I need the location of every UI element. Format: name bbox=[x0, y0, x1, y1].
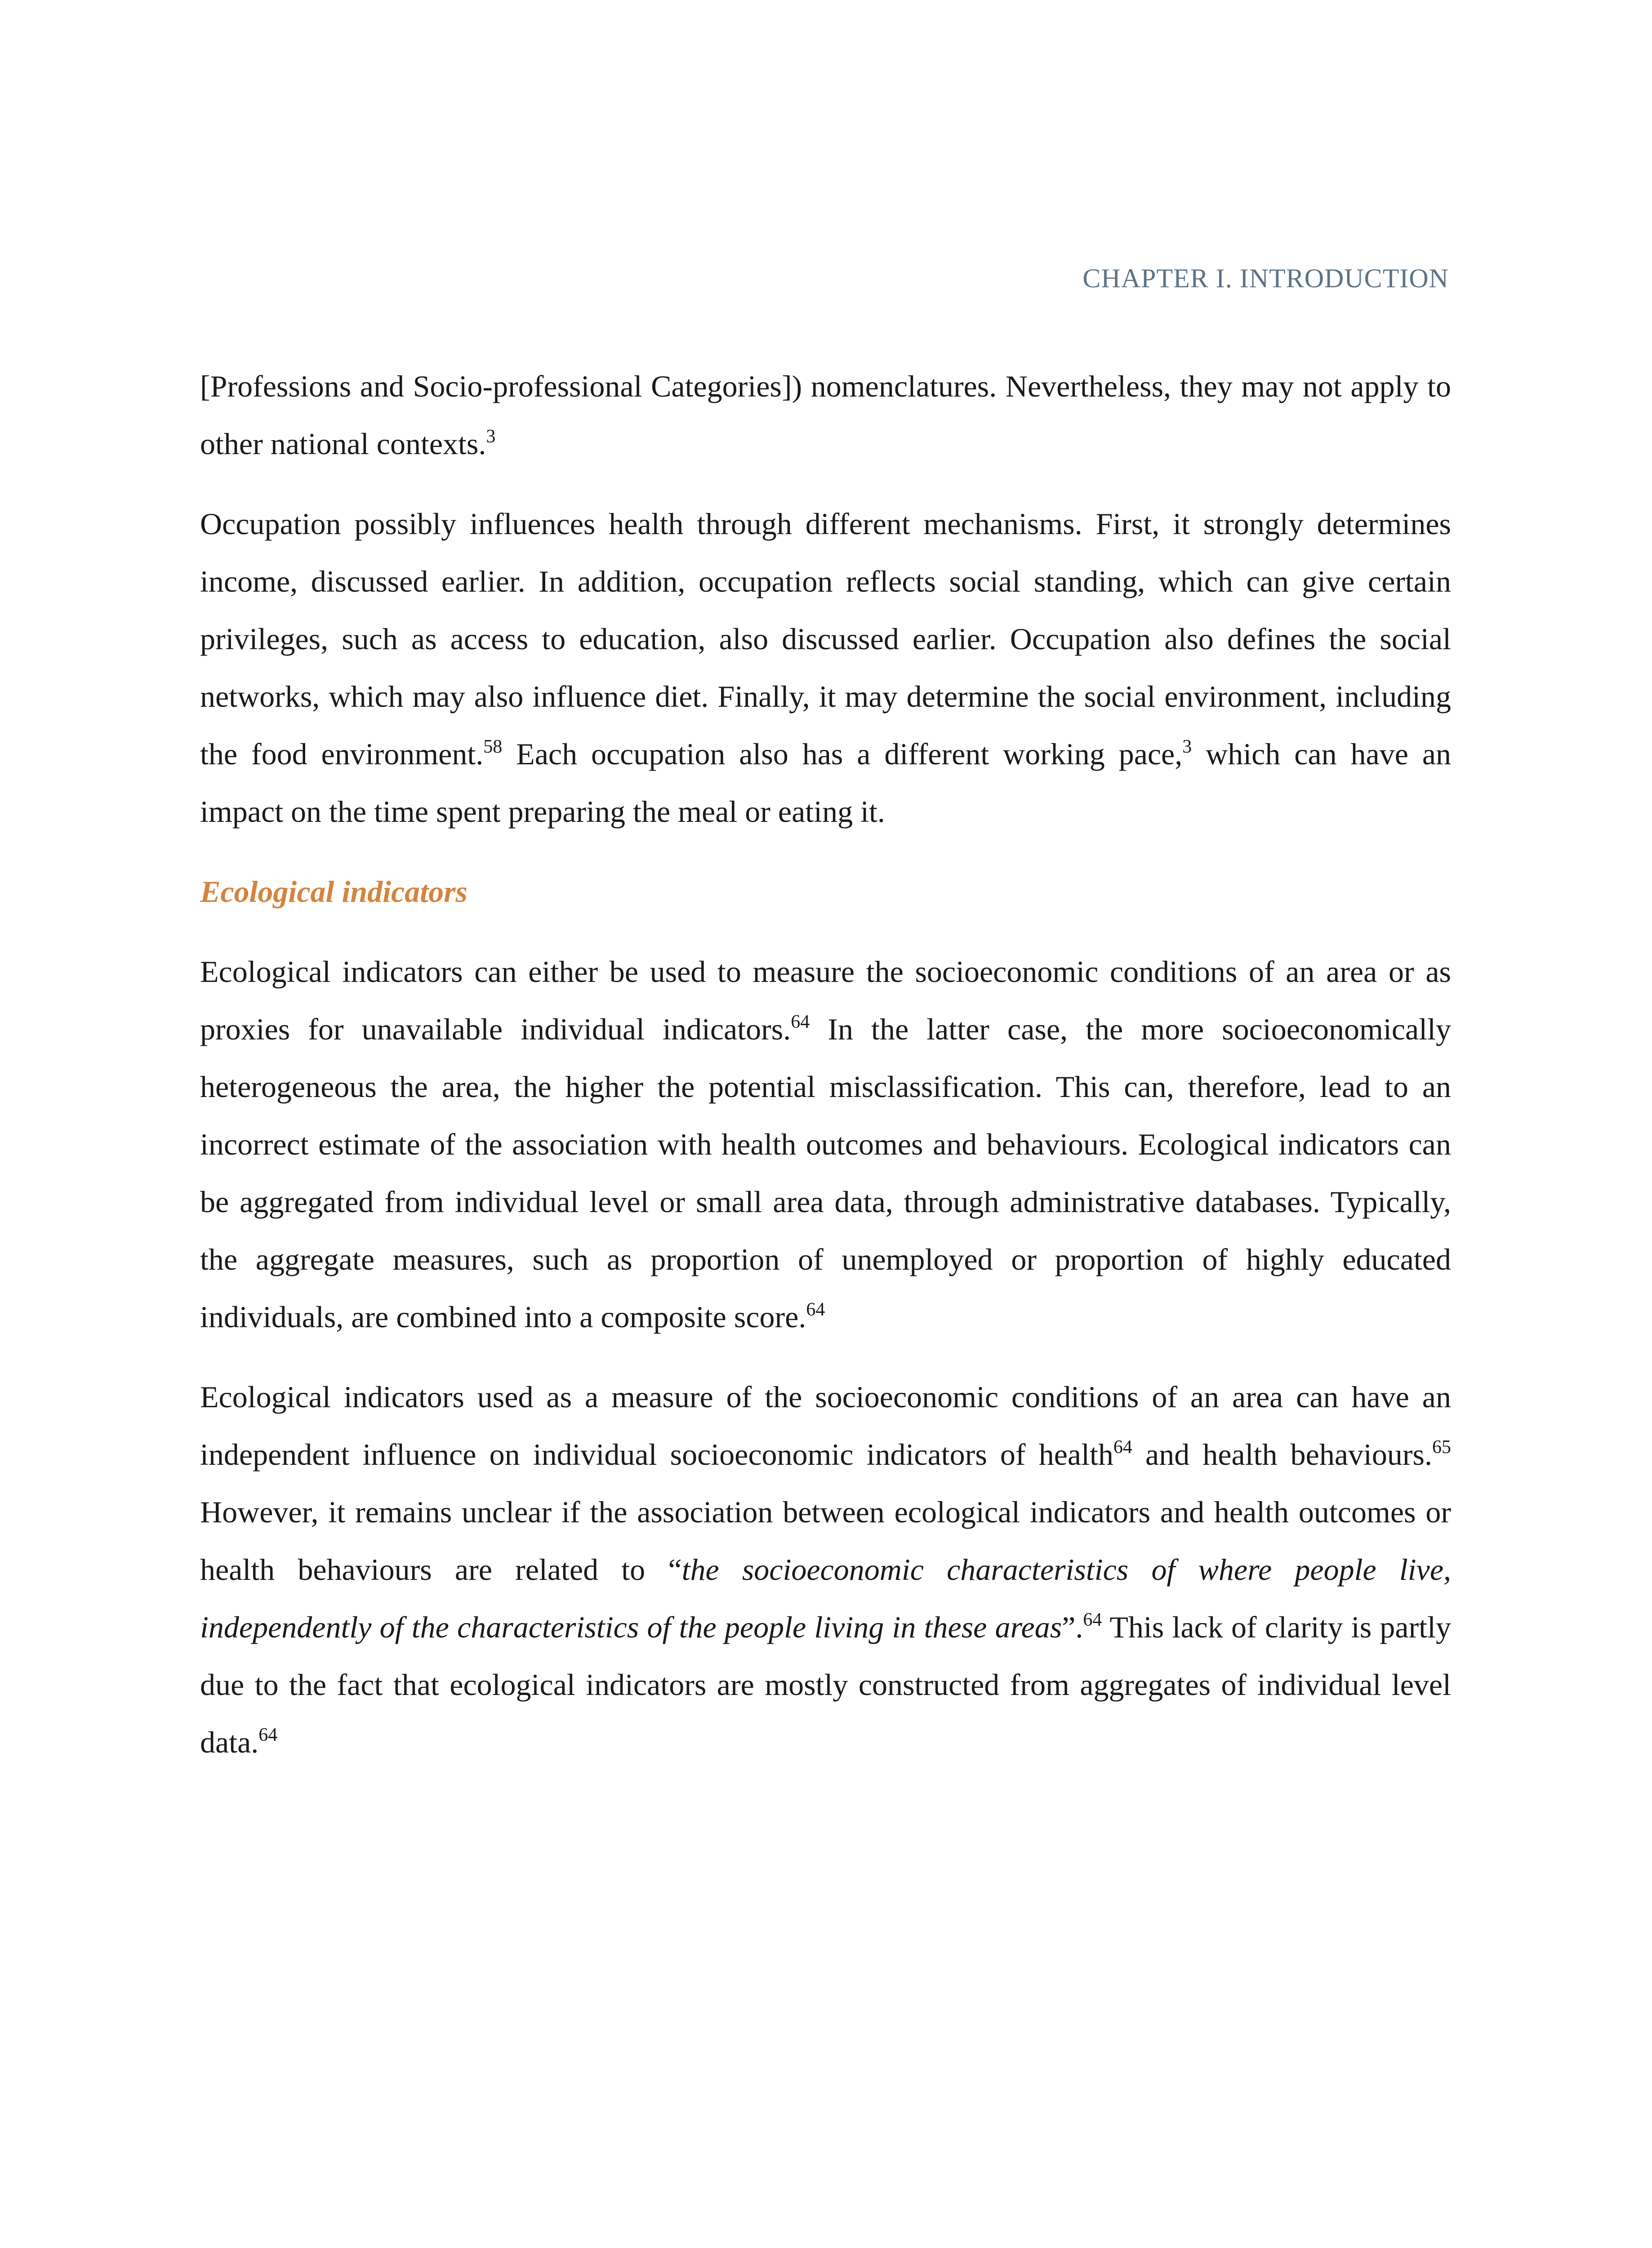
paragraph-ecological-influence bbox=[200, 1368, 1451, 1771]
text-span: ”. bbox=[1062, 1610, 1083, 1644]
text-span: [Professions and Socio-professional Categories]) nomenclatures. Nevertheless, they may not apply to other national contexts. bbox=[200, 369, 1451, 461]
reference-superscript: 65 bbox=[1432, 1437, 1451, 1458]
quoted-text: the socioeconomic characteristics of where people live, independently of the characteristics of the people living in these areas bbox=[200, 1552, 1451, 1644]
reference-superscript: 64 bbox=[1083, 1610, 1102, 1630]
text-span: Ecological indicators can either be used to measure the socioeconomic conditions of an area or as proxies for unavailable individual indicators. bbox=[200, 955, 1451, 1046]
text-span: and health behaviours. bbox=[1132, 1437, 1432, 1472]
paragraph-professions bbox=[200, 357, 1451, 473]
reference-superscript: 3 bbox=[1182, 736, 1192, 757]
reference-superscript: 64 bbox=[258, 1725, 278, 1745]
section-heading: Ecological indicators bbox=[200, 874, 468, 909]
reference-superscript: 58 bbox=[483, 736, 503, 757]
body-text bbox=[200, 357, 1451, 1793]
text-span: Ecological indicators used as a measure of the socioeconomic conditions of an area can have an independent influence on individual socioeconomic indicators of health bbox=[200, 1380, 1451, 1472]
paragraph-occupation bbox=[200, 495, 1451, 840]
text-span: which can have an impact on the time spent preparing the meal or eating it. bbox=[200, 737, 1452, 829]
text-span: Occupation possibly influences health through different mechanisms. First, it strongly determines income, discussed earlier. In addition, occupation reflects social standing, which can give certain privileges, such as access to education, also discussed earlier. Occupation also defines the social networks, which may also influence diet. Finally, it may determine the social environment, including the food environment. bbox=[200, 507, 1451, 771]
text-span: This lack of clarity is partly due to the fact that ecological indicators are mostly constructed from aggregates of individual level data. bbox=[200, 1610, 1451, 1759]
reference-superscript: 64 bbox=[1113, 1437, 1132, 1458]
paragraph-ecological-definition bbox=[200, 943, 1451, 1346]
running-header: CHAPTER I. INTRODUCTION bbox=[1082, 263, 1449, 293]
text-span: In the latter case, the more socioeconomically heterogeneous the area, the higher the potential misclassification. This can, therefore, lead to an incorrect estimate of the association with health outcomes and behaviours. Ecological indicators can be aggregated from individual level or small area data, through administrative databases. Typically, the aggregate measures, such as proportion of unemployed or proportion of highly educated individuals, are combined into a composite score. bbox=[200, 1012, 1451, 1334]
reference-superscript: 3 bbox=[486, 426, 496, 447]
text-span: Each occupation also has a different working pace, bbox=[502, 737, 1183, 771]
text-span: However, it remains unclear if the association between ecological indicators and health outcomes or health behaviours are related to “ bbox=[200, 1495, 1451, 1587]
reference-superscript: 64 bbox=[791, 1012, 810, 1032]
reference-superscript: 64 bbox=[806, 1299, 825, 1320]
